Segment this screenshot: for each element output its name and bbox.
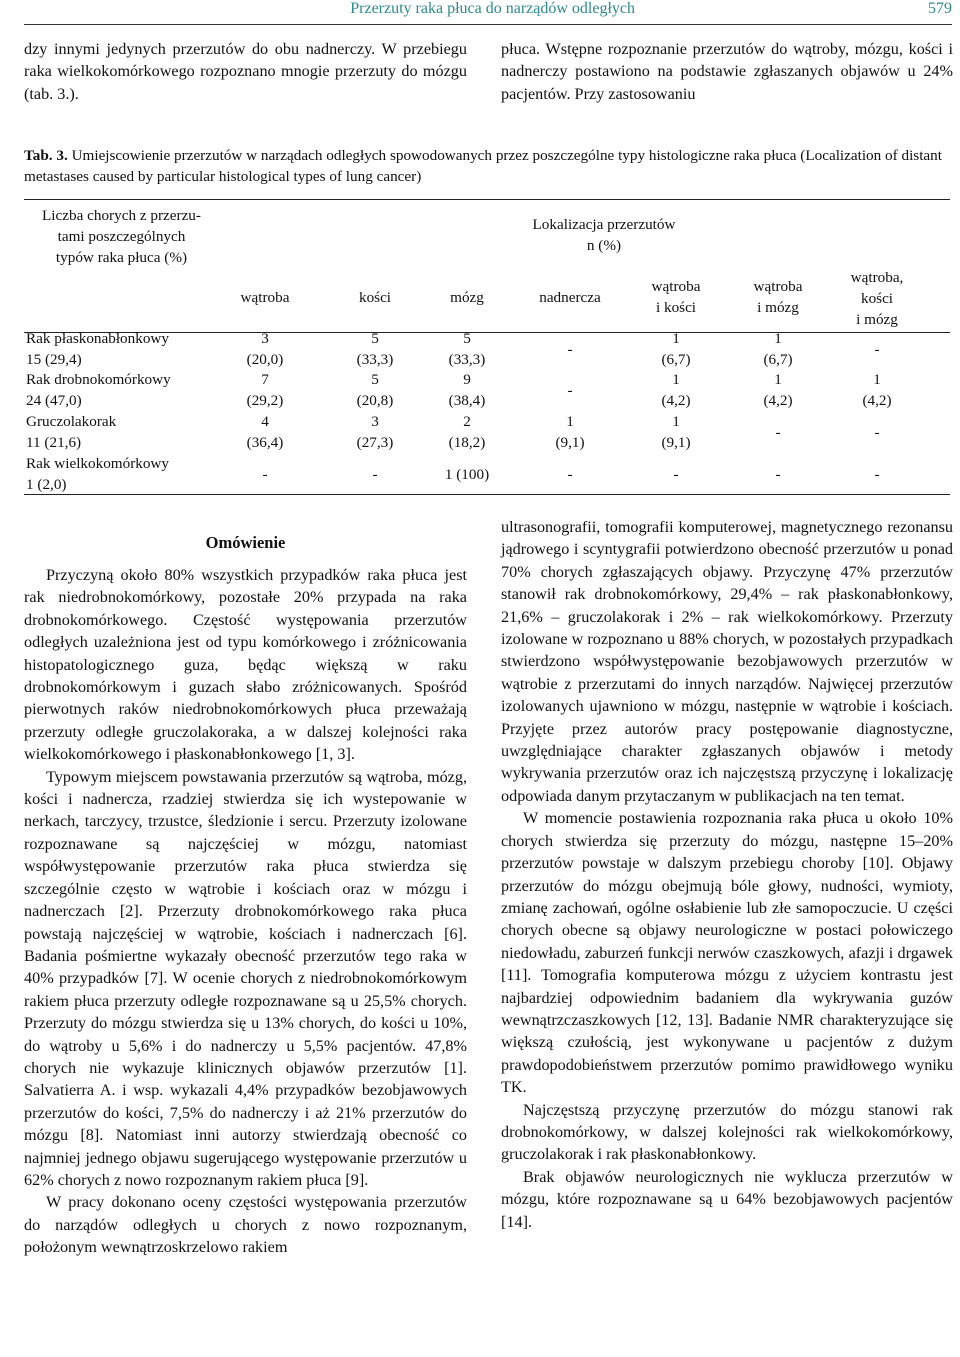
table-top-rule <box>24 199 950 200</box>
paragraph: W pracy dokonano oceny częstości występowania przerzutów do narządów odległych u chorych z nowo rozpoznanym, położonym wewnątrzoskrzelowo rakiem <box>24 1193 467 1257</box>
table-cell: - <box>775 466 781 483</box>
bottom-right-column <box>501 516 953 1233</box>
table-row-count: 11 (21,6) <box>26 434 82 451</box>
table-caption-label: Tab. 3. <box>24 147 68 164</box>
col-header-kosci: kości <box>358 289 392 306</box>
running-title: Przerzuty raka płuca do narządów odległych <box>350 0 635 17</box>
table-cell: 3 (27,3) <box>356 413 394 451</box>
paragraph: ultrasonografii, tomografii komputerowej, magnetycznego rezonansu jądrowego i scyntygrafii potwierdzono obecność przerzutów u ponad 70% chorych zgłaszających objawy. Przyczynę 47% przerzutów stanowił rak drobnokomórkowy, 29,4% – rak płaskonabłonkowy, 21,6% – gruczolakorak i 2% – rak wielkokomórkowy. Przerzuty izolowane w rozpoznano u 88% chorych, w pozostałych przypadkach stwierdzono współwystępowanie bezobjawowych przerzutów w wątrobie z przerzutami do innych narządów. Najwięcej przerzutów izolowanych ujawniono w mózgu, następnie w wątrobie i kościach. Przyjęte przez autorów pracy postępowanie diagnostyczne, uwzględniające charakter zgłaszanych objawów i metody wykrywania przerzutów oraz ich najczęstszą przyczynę i lokalizację odpowiada danym przytaczanym w publikacjach na ten temat. <box>501 518 953 805</box>
table-cell: - <box>874 424 880 441</box>
table-cell: - <box>372 466 378 483</box>
table-cell: - <box>673 466 679 483</box>
table-row-count: 24 (47,0) <box>26 392 82 409</box>
table-row-label: Gruczolakorak <box>26 413 117 430</box>
metastases-table <box>24 199 950 495</box>
table-cell: 4 (36,4) <box>246 413 284 451</box>
paragraph: Typowym miejscem powstawania przerzutów są wątroba, mózg, kości i nadnercza, rzadziej stwierdza się ich wystepowanie w nerkach, tarczycy, trzustce, śledzionie i sercu. Przerzuty izolowane rozpoznawane są najczęściej w mózgu, natomiast współwystępowanie przerzutów raka płuca stwierdza się szczególnie często w wątrobie i kościach oraz w mózgu i nadnerczach [2]. Przerzuty drobnokomórkowego raka płuca powstają najczęściej w wątrobie, kościach i nadnerczach [6]. Badania pośmiertne wykazały obecność przerzutów tego raka w 40% przypadków [7]. W ocenie chorych z niedrobnokomórkowym rakiem płuca przerzuty odległe rozpoznawane są u 25,5% chorych. Przerzuty do mózgu stwierdza się u 13% chorych, do kości u 10%, do wątroby u 5,6% i do nadnerczy u 5,5% pacjentów. 47,8% chorych nie wykazuje klinicznych objawów przerzutów [1]. Salvatierra A. i wsp. wykazali 4,4% przypadków bezobjawowych przerzutów do kości, 7,5% do nadnerczy i aż 21% przerzutów do mózgu [8]. Natomiast inni autorzy stwierdzają obecność co najmniej jednego objawu sugerującego występowanie przerzutów u 62% chorych z nowo rozpoznanym rakiem płuca [9]. <box>24 767 467 1189</box>
top-left-column <box>24 38 467 105</box>
table-cell: 2 (18,2) <box>448 413 486 451</box>
table-row-count: 1 (2,0) <box>26 476 67 493</box>
row-header-title: Liczba chorych z przerzu- tami poszczególnych typów raka płuca (%) <box>42 207 201 266</box>
table-row-count: 15 (29,4) <box>26 351 82 368</box>
table-cell: 5 (20,8) <box>356 371 394 409</box>
table-caption <box>24 145 954 187</box>
table-cell: - <box>567 382 573 399</box>
table-cell: - <box>262 466 268 483</box>
paragraph: W momencie postawienia rozpoznania raka płuca u około 10% chorych stwierdza się przerzuty do mózgu, następne 15–20% przerzutów powstaje w dalszym przebiegu choroby [10]. Objawy przerzutów do mózgu obejmują bóle głowy, nudności, wymioty, zmianę zachowań, ogólne osłabienie lub złe samopoczucie. U części chorych obecne są objawy neurologiczne w postaci połowiczego niedowładu, zaburzeń funkcji nerwów czaszkowych, afazji i drgawek [11]. Tomografia komputerowa mózgu z użyciem kontrastu jest najbardziej odpowiednim badaniem dla wykrywania guzów wewnątrzczaszkowych [12, 13]. Badanie NMR charakteryzujące się większą czułością, jest wykonywane u pacjentów z dużym prawdopodobieństwem przerzutów pomimo prawidłowego wyniku TK. <box>501 809 953 1097</box>
col-header-watroba-kosci-mozg: wątroba, kości i mózg <box>850 269 904 328</box>
table-cell: 1 (4,2) <box>862 371 892 409</box>
table-cell: 7 (29,2) <box>246 371 284 409</box>
table-cell: 1 (4,2) <box>763 371 793 409</box>
table-cell: 1 (9,1) <box>661 413 691 451</box>
table-row-label: Rak wielkokomórkowy <box>26 455 169 472</box>
paragraph: Przyczyną około 80% wszystkich przypadków raka płuca jest rak niedrobnokomórkowy, pozostałe 20% przypada na raka drobnokomórkowego. Częstość występowania przerzutów odległych uzależniona jest od typu komórkowego i zróżnicowania histopatologicznego guza, będąc większą w raku drobnokomórkowym i guzach słabo zróżnicowanych. Spośród pierwotnych raków niedrobnokomórkowych płuca przeważają przerzuty odległe gruczolakoraka, a w dalszej kolejności raka wielkokomórkowego i płaskonabłonkowego [1, 3]. <box>24 566 467 764</box>
table-cell: 5 (33,3) <box>448 330 486 368</box>
table-cell: 1 (100) <box>444 466 490 483</box>
col-header-mozg: mózg <box>450 289 484 306</box>
group-header: Lokalizacja przerzutów n (%) <box>532 216 676 254</box>
bottom-left-column <box>24 564 467 1259</box>
page-header <box>0 0 960 28</box>
table-cell: - <box>874 466 880 483</box>
top-right-paragraph: płuca. Wstępne rozpoznanie przerzutów do wątroby, mózgu, kości i nadnerczy postawiono na podstawie zgłaszanych objawów u 24% pacjentów. Przy zastosowaniu <box>501 40 953 103</box>
page-number: 579 <box>928 0 952 17</box>
table-cell: 1 (9,1) <box>555 413 585 451</box>
table-cell: 5 (33,3) <box>356 330 394 368</box>
paragraph: Brak objawów neurologicznych nie wyklucza przerzutów w mózgu, które rozpoznawane są u 64% bezobjawowych pacjentów [14]. <box>501 1167 953 1231</box>
col-header-nadnercza: nadnercza <box>539 289 601 306</box>
header-rule <box>24 24 952 25</box>
table-cell: - <box>874 341 880 358</box>
section-title: Omówienie <box>205 533 286 552</box>
table-cell: - <box>567 466 573 483</box>
table-cell: 1 (4,2) <box>661 371 691 409</box>
table-cell: - <box>775 424 781 441</box>
top-left-paragraph: dzy innymi jedynych przerzutów do obu nadnerczy. W przebiegu raka wielkokomórkowego rozpoznano mnogie przerzuty do mózgu (tab. 3.). <box>24 40 467 103</box>
table-cell: 9 (38,4) <box>448 371 486 409</box>
table-cell: 3 (20,0) <box>246 330 284 368</box>
table-row-label: Rak drobnokomórkowy <box>26 371 171 388</box>
col-header-watroba-mozg: wątroba i mózg <box>753 278 803 316</box>
table-row-label: Rak płaskonabłonkowy <box>26 330 169 347</box>
table-cell: 1 (6,7) <box>661 330 691 368</box>
table-cell: - <box>567 341 573 358</box>
col-header-watroba: wątroba <box>240 289 290 306</box>
table-cell: 1 (6,7) <box>763 330 793 368</box>
table-caption-text: Umiejscowienie przerzutów w narządach odległych spowodowanych przez poszczególne typy histologiczne raka płuca (Localization of distant metastases caused by particular histological types of lung cancer) <box>24 147 942 185</box>
top-right-column <box>501 38 953 105</box>
col-header-watroba-kosci: wątroba i kości <box>651 278 701 316</box>
paragraph: Najczęstszą przyczynę przerzutów do mózgu stanowi rak drobnokomórkowy, w dalszej kolejności rak wielkokomórkowy, gruczolakorak i rak płaskonabłonkowy. <box>501 1100 953 1164</box>
